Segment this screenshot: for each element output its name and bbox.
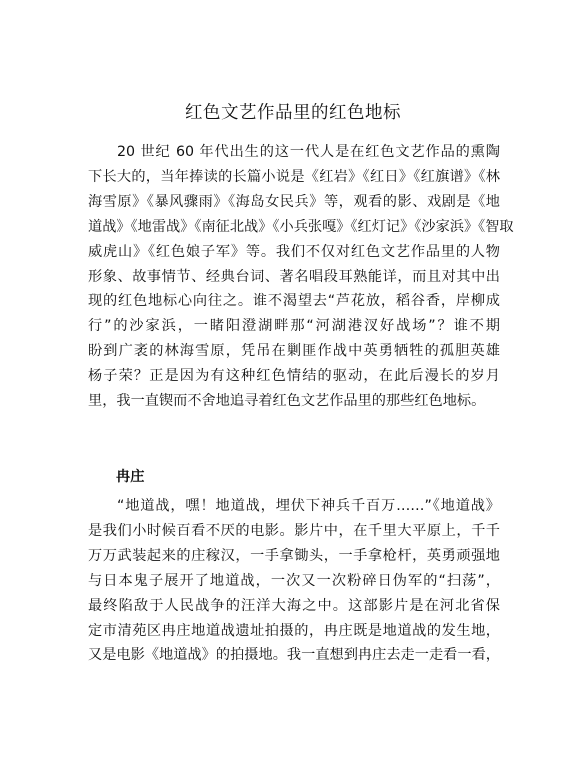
paragraph-line: 与日本鬼子展开了地道战，一次又一次粉碎日伪军的“扫荡”， <box>88 572 500 589</box>
paragraph-line: “地道战，嘿！地道战，埋伏下神兵千百万……”《地道战》 <box>117 498 500 514</box>
section-heading: 冉庄 <box>116 469 145 485</box>
paragraph-line: 里，我一直锲而不舍地追寻着红色文艺作品里的那些红色地标。 <box>88 393 486 410</box>
paragraph-line: 杨子荣？正是因为有这种红色情结的驱动，在此后漫长的岁月 <box>88 368 500 385</box>
paragraph-line: 下长大的，当年捧读的长篇小说是《红岩》《红日》《红旗谱》《林 <box>88 168 500 185</box>
paragraph-line: 行”的沙家浜，一睹阳澄湖畔那“河湖港汊好战场”？谁不期 <box>88 318 500 335</box>
paragraph-line: 海雪原》《暴风骤雨》《海岛女民兵》等，观看的影、戏剧是《地 <box>88 193 500 210</box>
paragraph-line: 又是电影《地道战》的拍摄地。我一直想到冉庄去走一走看一看， <box>88 647 500 664</box>
page-title: 红色文艺作品里的红色地标 <box>185 103 401 123</box>
paragraph-line: 最终陷敌于人民战争的汪洋大海之中。这部影片是在河北省保 <box>88 597 500 614</box>
section-paragraph <box>88 494 500 668</box>
paragraph-line: 定市清苑区冉庄地道战遗址拍摄的，冉庄既是地道战的发生地， <box>88 622 500 639</box>
paragraph-line: 20 世纪 60 年代出生的这一代人是在红色文艺作品的熏陶 <box>117 144 500 160</box>
paragraph-line: 现的红色地标心向往之。谁不渴望去“芦花放，稻谷香，岸柳成 <box>88 293 500 310</box>
paragraph-line: 盼到广袤的林海雪原，凭吊在剿匪作战中英勇牺牲的孤胆英雄 <box>88 343 500 360</box>
paragraph-line: 万万武装起来的庄稼汉，一手拿锄头，一手拿枪杆，英勇顽强地 <box>88 547 500 564</box>
paragraph-line: 是我们小时候百看不厌的电影。影片中，在千里大平原上，千千 <box>88 522 500 539</box>
intro-paragraph <box>88 140 514 414</box>
paragraph-line: 形象、故事情节、经典台词、著名唱段耳熟能详，而且对其中出 <box>88 268 500 285</box>
paragraph-line: 威虎山》《红色娘子军》等。我们不仅对红色文艺作品里的人物 <box>88 243 500 260</box>
paragraph-line: 道战》《地雷战》《南征北战》《小兵张嘎》《红灯记》《沙家浜》《智取 <box>88 218 514 235</box>
